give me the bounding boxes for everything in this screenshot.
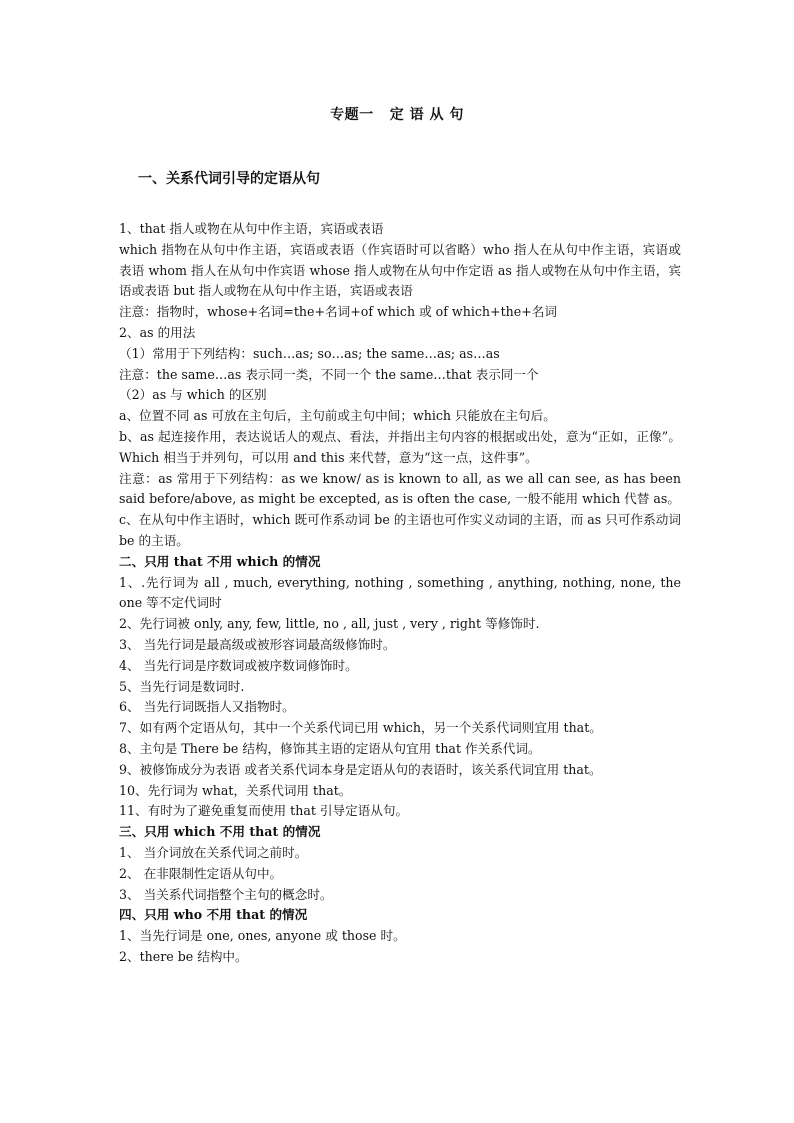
document-body [119, 219, 681, 968]
list-item-which-3: 3、 当关系代词指整个主句的概念时。 [119, 886, 333, 902]
paragraph-as-which-diff-heading: （2）as 与 which 的区别 [119, 387, 267, 403]
paragraph-relative-pronouns-list: which 指物在从句中作主语，宾语或表语（作宾语时可以省略）who 指人在从句中作主语，宾语或表语 whom 指人在从句中作宾语 whose 指人或物在从句中作定语 as 指人或物在从句中作主语，宾语或表语 but 指人或物在从句中作主语，宾语或表语 [119, 241, 681, 299]
list-item-that-9: 9、被修饰成分为表语 或者关系代词本身是定语从句的表语时，该关系代词宜用 that。 [119, 761, 602, 777]
paragraph-diff-c: c、在从句中作主语时，which 既可作系动词 be 的主语也可作实义动词的主语，而 as 只可作系动词 be 的主语。 [119, 512, 681, 548]
list-item-who-2: 2、there be 结构中。 [119, 948, 248, 964]
section-heading-who-only: 四、只用 who 不用 that 的情况 [119, 907, 308, 923]
paragraph-whose-note: 注意：指物时，whose+名词=the+名词+of which 或 of which+the+名词 [119, 304, 557, 320]
paragraph-that-usage: 1、that 指人或物在从句中作主语，宾语或表语 [119, 221, 384, 236]
list-item-that-7: 7、如有两个定语从句，其中一个关系代词已用 which，另一个关系代词则宜用 that。 [119, 720, 602, 736]
list-item-which-1: 1、 当介词放在关系代词之前时。 [119, 844, 308, 860]
list-item-that-4: 4、 当先行词是序数词或被序数词修饰时。 [119, 657, 358, 673]
list-item-which-2: 2、 在非限制性定语从句中。 [119, 865, 283, 881]
list-item-that-8: 8、主句是 There be 结构，修饰其主语的定语从句宜用 that 作关系代词。 [119, 740, 541, 756]
paragraph-as-structures: （1）常用于下列结构：such…as; so…as; the same…as; as…as [119, 345, 500, 361]
section-heading-relative-pronouns: 一、关系代词引导的定语从句 [138, 171, 320, 187]
list-item-that-1: 1、.先行词为 all , much, everything, nothing , something , anything, nothing, none, the one 等不定代词时 [119, 574, 681, 611]
list-item-that-2: 2、先行词被 only, any, few, little, no , all, just , very , right 等修饰时. [119, 616, 540, 632]
list-item-who-1: 1、当先行词是 one, ones, anyone 或 those 时。 [119, 928, 406, 944]
list-item-that-11: 11、有时为了避免重复而使用 that 引导定语从句。 [119, 803, 409, 819]
list-item-that-6: 6、 当先行词既指人又指物时。 [119, 699, 295, 715]
paragraph-the-same-note: 注意：the same…as 表示同一类，不同一个 the same…that 表示同一个 [119, 366, 539, 382]
list-item-that-5: 5、当先行词是数词时. [119, 678, 245, 694]
list-item-that-3: 3、 当先行词是最高级或被形容词最高级修饰时。 [119, 636, 396, 652]
paragraph-as-usage-heading: 2、as 的用法 [119, 324, 196, 340]
paragraph-diff-a: a、位置不同 as 可放在主句后，主句前或主句中间；which 只能放在主句后。 [119, 408, 556, 424]
list-item-that-10: 10、先行词为 what，关系代词用 that。 [119, 782, 352, 798]
paragraph-diff-b: b、as 起连接作用，表达说话人的观点、看法，并指出主句内容的根据或出处，意为“正如，正像”。Which 相当于并列句，可以用 and this 来代替，意为“这一点，这件事”。 [119, 428, 681, 465]
section-heading-which-only: 三、只用 which 不用 that 的情况 [119, 824, 321, 840]
section-heading-that-only: 二、只用 that 不用 which 的情况 [119, 553, 321, 569]
document-title: 专题一 定 语 从 句 [330, 107, 464, 123]
paragraph-as-structures-note: 注意：as 常用于下列结构：as we know/ as is known to all, as we all can see, as has been said before/above, as might be excepted, as is often the case, 一般不能用 which 代替 as。 [119, 470, 681, 507]
